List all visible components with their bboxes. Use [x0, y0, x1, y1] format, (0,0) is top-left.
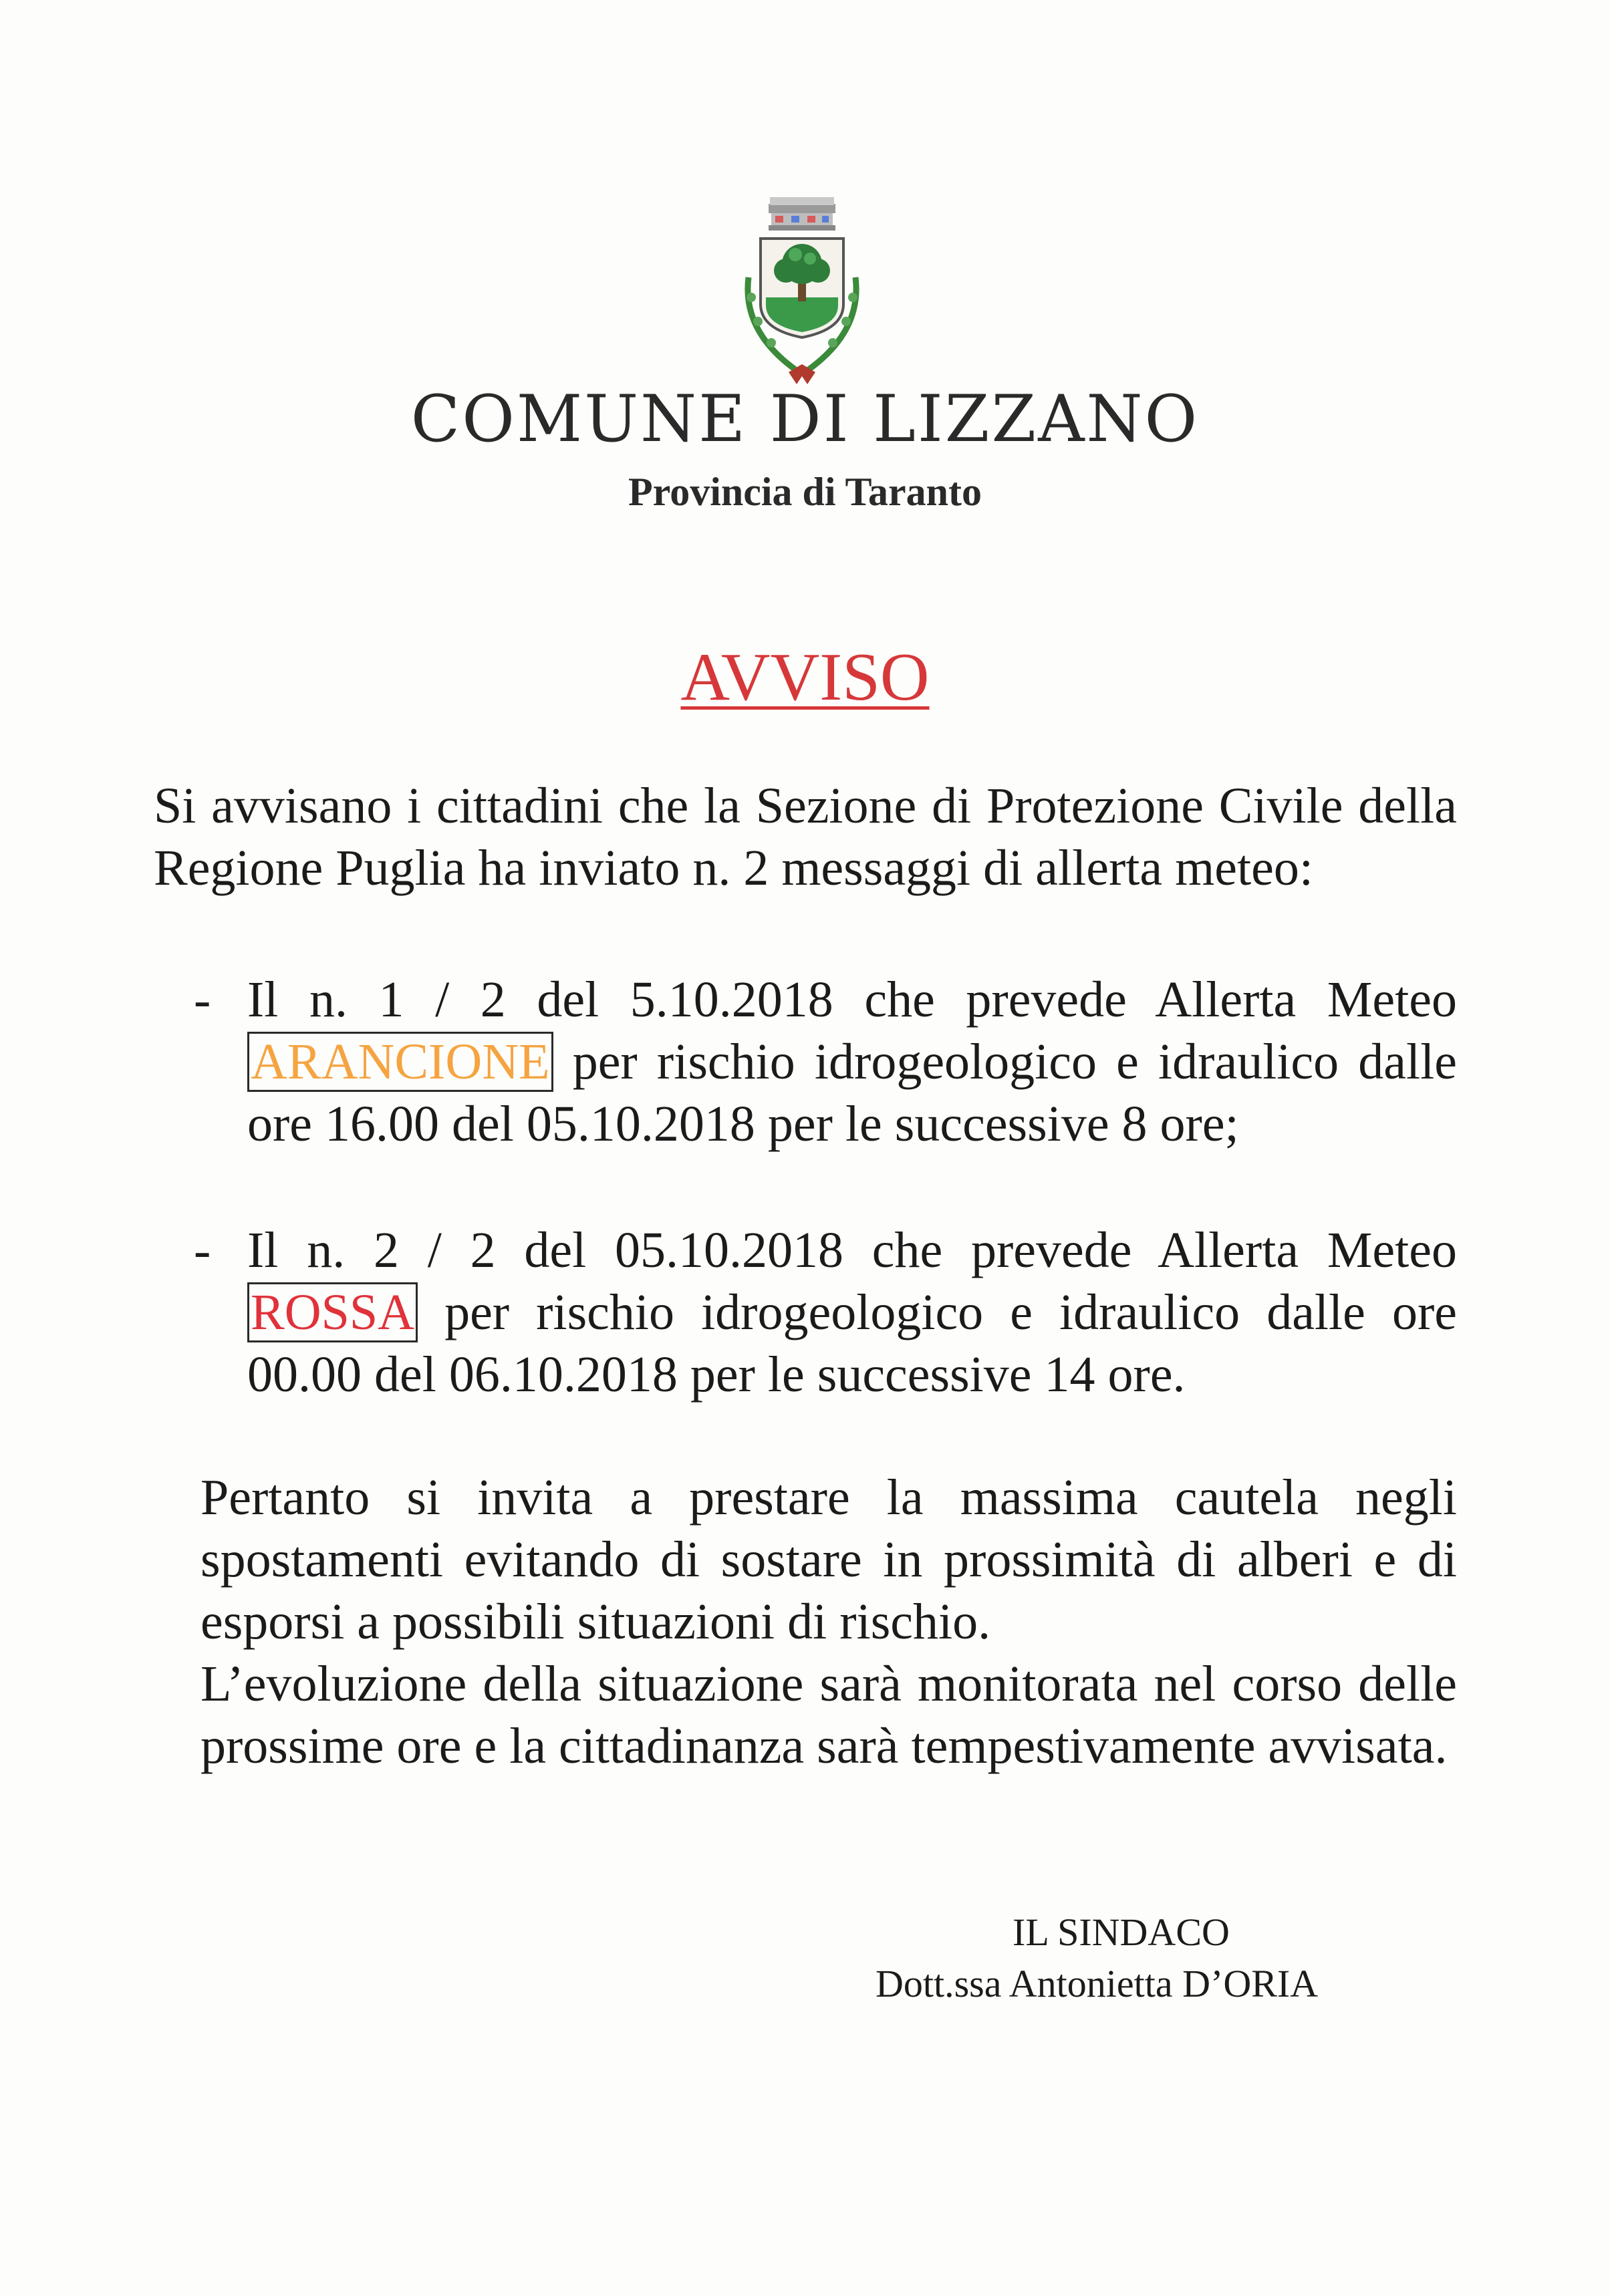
alert-item-after: per rischio idrogeologico e idraulico dalle ore 16.00 del 05.10.2018 per le successive 8 ore;: [247, 1034, 1457, 1152]
province-name: Provincia di Taranto: [628, 470, 982, 514]
signature-name: Dott.ssa Antonietta D’ORIA: [876, 1962, 1319, 2005]
closing-paragraph-evolution: L’evoluzione della situazione sarà monitorata nel corso delle prossime ore e la cittadinanza sarà tempestivamente avvisata.: [200, 1656, 1457, 1774]
alert-item-before: Il n. 1 / 2 del 5.10.2018 che prevede Allerta Meteo: [247, 972, 1457, 1028]
notice-closing: [200, 1467, 1457, 1777]
alert-item-before: Il n. 2 / 2 del 05.10.2018 che prevede Allerta Meteo: [247, 1222, 1457, 1278]
alert-item-text: [247, 1219, 1457, 1406]
notice-intro: Si avvisano i cittadini che la Sezione di Protezione Civile della Regione Puglia ha inviato n. 2 messaggi di allerta meteo:: [154, 778, 1457, 896]
alert-item-after: per rischio idrogeologico e idraulico dalle ore 00.00 del 06.10.2018 per le successive 14 ore.: [247, 1284, 1457, 1403]
notice-title-text: AVVISO: [680, 639, 930, 715]
closing-paragraph-caution: Pertanto si invita a prestare la massima cautela negli spostamenti evitando di sostare in prossimità di alberi e di esporsi a possibili situazioni di rischio.: [200, 1469, 1457, 1650]
coat-of-arms-tree-icon: [722, 197, 882, 391]
bullet-dash: -: [194, 1222, 211, 1278]
signature-title: IL SINDACO: [1013, 1910, 1230, 1954]
municipality-name: COMUNE DI LIZZANO: [410, 382, 1200, 456]
alert-item-text: [247, 969, 1457, 1155]
notice-title: [0, 638, 1610, 716]
alert-level-red: ROSSA: [247, 1282, 418, 1342]
bullet-dash: -: [194, 972, 211, 1028]
alert-level-orange: ARANCIONE: [247, 1032, 553, 1092]
